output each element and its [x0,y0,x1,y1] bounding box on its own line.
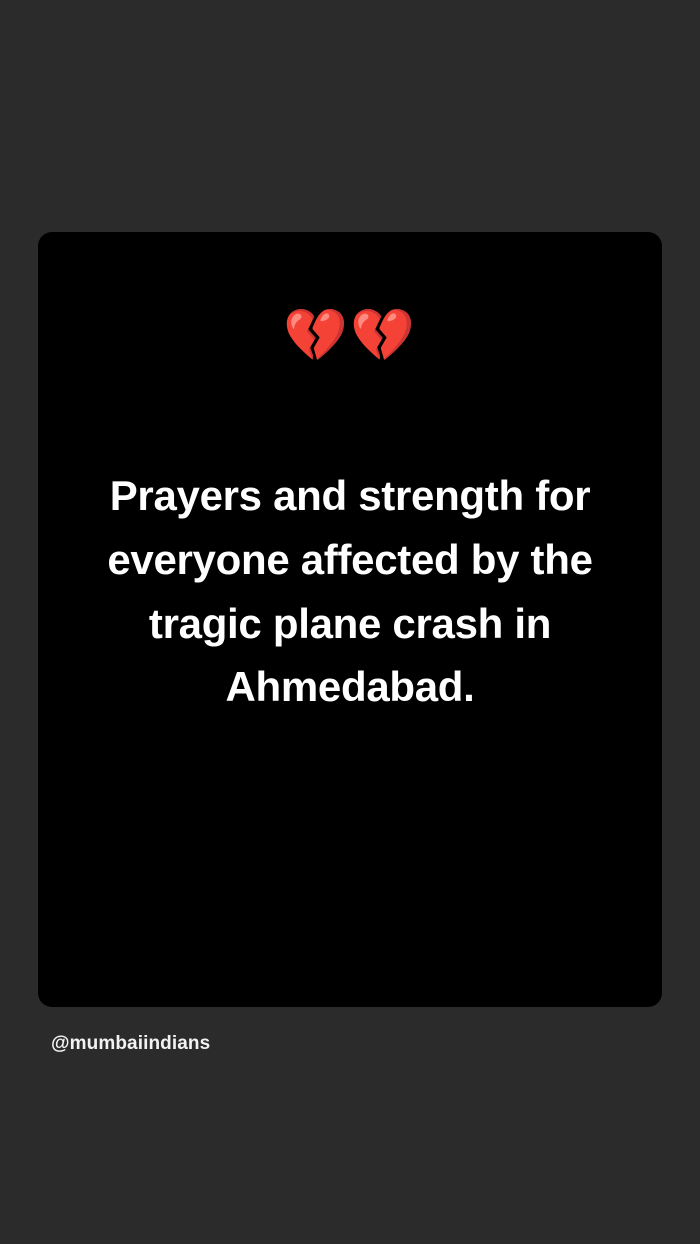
story-card[interactable] [38,232,662,1007]
story-message-text: Prayers and strength for everyone affected by the tragic plane crash in Ahmedabad. [107,472,593,711]
story-card-content [38,232,662,1007]
account-handle[interactable]: @mumbaiindians [51,1033,211,1054]
broken-heart-emoji: 💔💔 [283,307,417,365]
